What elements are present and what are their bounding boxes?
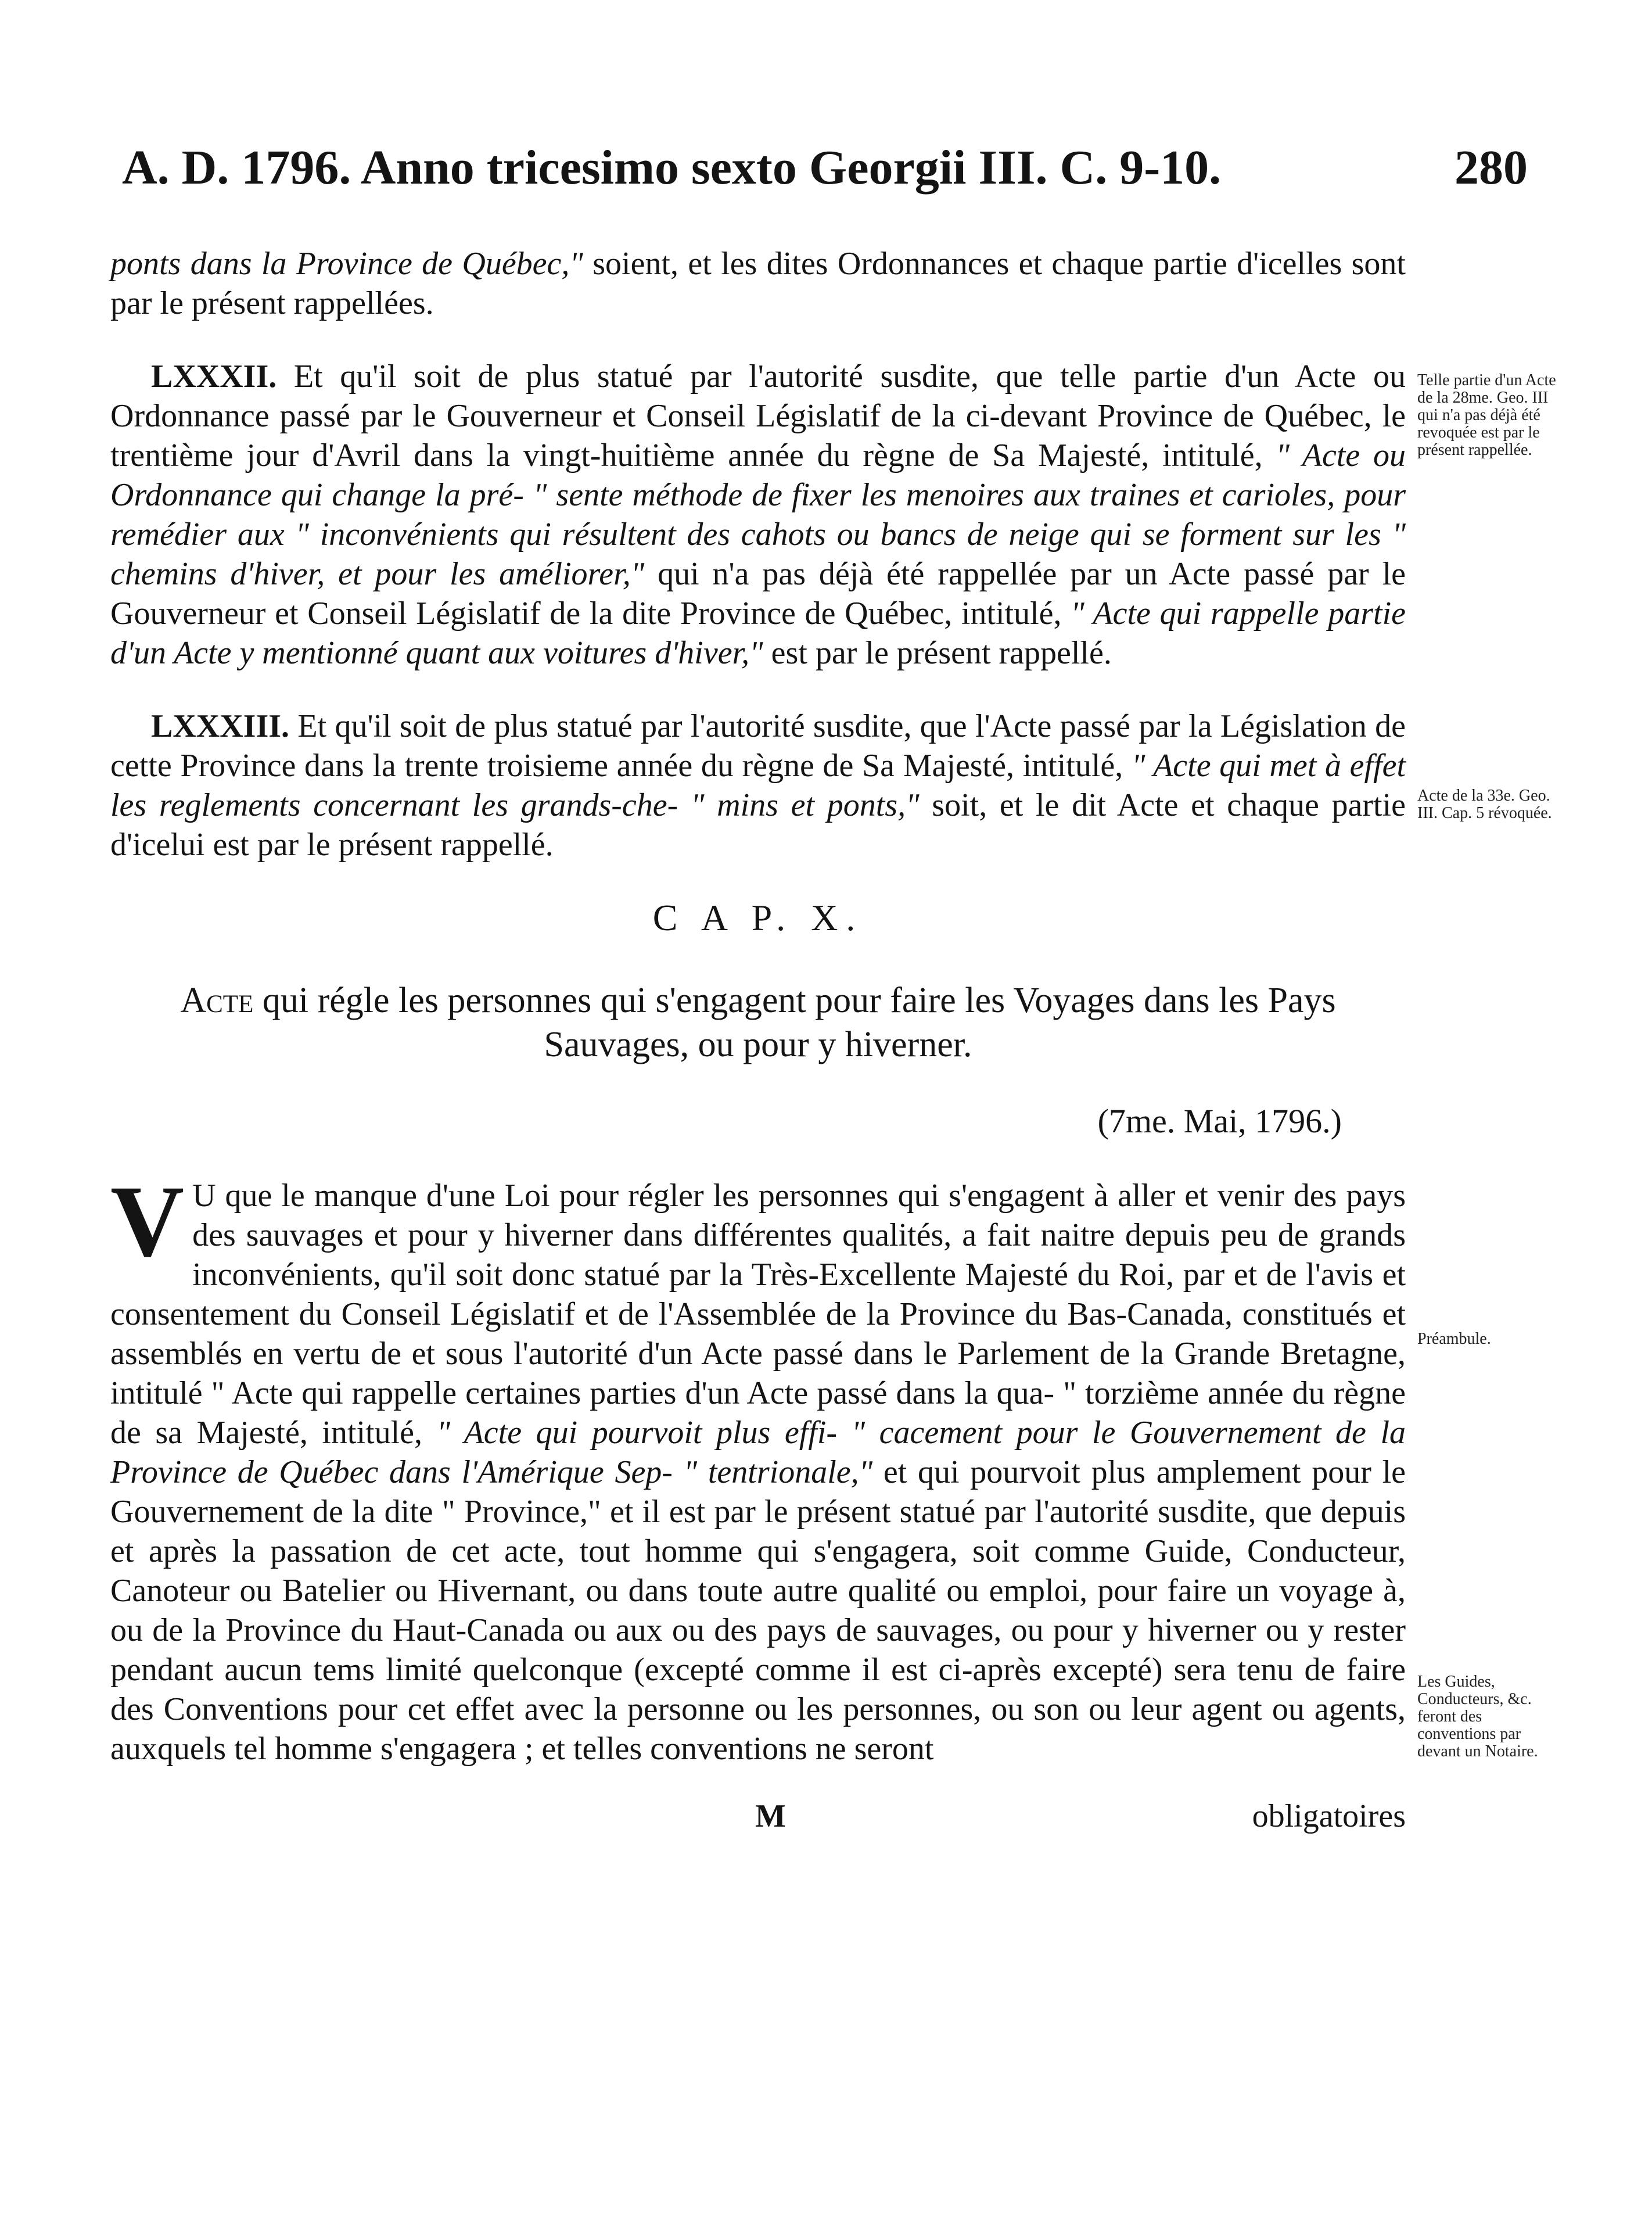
section-text: Et qu'il soit de plus statué par l'autorité susdite, que l'Acte passé par la Législation de cette Province dans la trente troisieme année du règne de Sa Majesté, intitulé, [110, 708, 1406, 784]
margin-note: Les Guides, Conducteurs, &c. feront des conventions par devant un Notaire. [1417, 1673, 1538, 1760]
section-number: LXXXIII. [151, 708, 290, 744]
signature-mark: M [755, 1798, 786, 1834]
preamble-paragraph [110, 1165, 1406, 1769]
act-title-lead: Acte [180, 981, 254, 1020]
section-text: Et qu'il soit de plus statué par l'autorité susdite, que telle partie d'un Acte ou Ordonnance passé par le Gouverneur et Conseil Législatif de la ci-devant Province de Québec, le trentième jour d'Avril dans la vingt-huitième année du règne de Sa Majesté, intitulé, [110, 358, 1406, 474]
margin-note: Préambule. [1417, 1330, 1491, 1348]
catchword: obligatoires [1252, 1798, 1406, 1834]
running-head [122, 139, 1528, 203]
cited-act-title: " Acte qui pourvoit plus effi- " cacement pour le Gouvernement de la Province de Québec dans l'Amérique Sep- " tentrionale," [110, 1415, 1406, 1490]
section-lxxxii [110, 357, 1406, 673]
continuation-paragraph [110, 244, 1406, 323]
chapter-heading: C A P. X. [652, 897, 864, 938]
paragraph-text: soient, et les dites Ordonnances et chaque partie d'icelles sont par le présent rappellées. [110, 246, 1406, 321]
cited-act-title: " Acte qui rappelle partie d'un Acte y mentionné quant aux voitures d'hiver," [110, 596, 1406, 671]
body-text [110, 244, 1406, 1837]
cited-act-title: " Acte qui met à effet les reglements concernant les grands-che- " mins et ponts," [110, 748, 1406, 823]
drop-cap: V [110, 1165, 185, 1278]
section-lxxxiii [110, 706, 1406, 865]
margin-note: Telle partie d'un Acte de la 28me. Geo. III qui n'a pas déjà été revoquée est par le présent rappellée. [1417, 371, 1556, 459]
section-text: est par le présent rappellé. [763, 635, 1112, 671]
cited-act-title: " Acte ou Ordonnance qui change la pré- " sente méthode de fixer les menoires aux traines et carioles, pour remédier aux " inconvénients qui résultent des cahots ou bancs de neige qui se forment sur les " chemins d'hiver, et pour les améliorer," [110, 437, 1406, 592]
preamble-text: et qui pourvoit plus amplement pour le Gouvernement de la dite " Province," et il est par le présent statué par l'autorité susdite, que depuis et après la passation de cet acte, tout homme qui s'engagera, soit comme Guide, Conducteur, Canoteur ou Batelier ou Hivernant, ou dans toute autre qualité ou emploi, pour faire un voyage à, ou de la Province du Haut-Canada ou aux ou des pays de sauvages, ou pour y hiverner ou y rester pendant aucun tems limité quelconque (excepté comme il est ci-après excepté) sera tenu de faire des Conventions pour cet effet avec la personne ou les personnes, ou son ou leur agent ou agents, auxquels tel homme s'engagera ; et telles conventions ne seront [110, 1454, 1406, 1767]
act-title-rest: qui régle les personnes qui s'engagent pour faire les Voyages dans les Pays Sauvages, ou pour y hiverner. [253, 981, 1336, 1064]
page-number: 280 [1455, 141, 1528, 195]
act-date: (7me. Mai, 1796.) [1097, 1102, 1342, 1140]
section-number: LXXXII. [151, 358, 277, 394]
section-text: soit, et le dit Acte et chaque partie d'icelui est par le présent rappellé. [110, 787, 1406, 863]
act-title [110, 978, 1406, 1067]
preamble-text: U que le manque d'une Loi pour régler les personnes qui s'engagent à aller et venir des pays des sauvages et pour y hiverner dans différentes qualités, a fait naitre depuis peu de grands inconvénients, qu'il soit donc statué par la Très-Excellente Majesté du Roi, par et de l'avis et consentement du Conseil Législatif et de l'Assemblée de la Province du Bas-Canada, constitués et assemblés en vertu de et sous l'autorité d'un Acte passé dans le Parlement de la Grande Bretagne, intitulé " Acte qui rappelle certaines parties d'un Acte passé dans la qua- " torzième année du règne de sa Majesté, intitulé, [110, 1178, 1406, 1451]
section-text: qui n'a pas déjà été rappellée par un Acte passé par le Gouverneur et Conseil Législatif de la dite Province de Québec, intitulé, [110, 556, 1406, 632]
running-title: A. D. 1796. Anno tricesimo sexto Georgii III. C. 9-10. [122, 141, 1222, 195]
margin-note: Acte de la 33e. Geo. III. Cap. 5 révoquée. [1417, 787, 1552, 822]
catch-line [110, 1796, 1406, 1837]
italic-text: ponts dans la Province de Québec," [110, 246, 583, 282]
